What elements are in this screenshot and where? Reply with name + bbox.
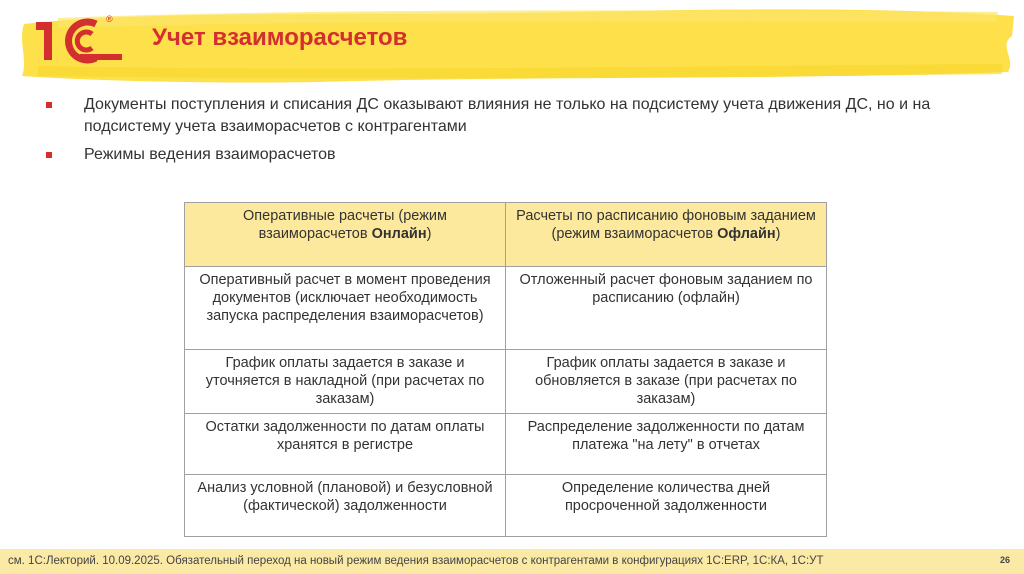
bullet-text: Документы поступления и списания ДС оказывают влияния не только на подсистему учета движения ДС, но и на подсистему учета взаиморасчетов с контрагентами xyxy=(84,96,931,135)
table-cell: Определение количества дней просроченной задолженности xyxy=(506,475,827,537)
registered-mark: ® xyxy=(106,14,113,24)
table-row xyxy=(185,414,827,475)
table-cell: График оплаты задается в заказе и уточняется в накладной (при расчетах по заказам) xyxy=(185,350,506,414)
bullet-square-icon xyxy=(46,152,52,158)
table-cell: Оперативный расчет в момент проведения документов (исключает необходимость запуска распределения взаиморасчетов) xyxy=(185,267,506,350)
table-row xyxy=(185,267,827,350)
header-text: Оперативные расчеты (режим взаиморасчетов xyxy=(243,208,447,242)
mode-online-label: Онлайн xyxy=(371,226,427,242)
page-number: 26 xyxy=(999,555,1010,565)
table-header-row xyxy=(185,203,827,267)
table-cell: График оплаты задается в заказе и обновляется в заказе (при расчетах по заказам) xyxy=(506,350,827,414)
table-cell: Отложенный расчет фоновым заданием по расписанию (офлайн) xyxy=(506,267,827,350)
footer-bar xyxy=(0,549,1024,574)
bullet-list xyxy=(44,94,984,172)
bullet-item xyxy=(44,144,984,166)
header-text: ) xyxy=(426,226,432,242)
header-cell-online xyxy=(185,203,506,267)
table-cell: Анализ условной (плановой) и безусловной (фактической) задолженности xyxy=(185,475,506,537)
table-cell: Распределение задолженности по датам платежа "на лету" в отчетах xyxy=(506,414,827,475)
header-text: ) xyxy=(775,226,781,242)
page-title: Учет взаиморасчетов xyxy=(152,24,408,51)
table-row xyxy=(185,475,827,537)
footer-source-text: см. 1С:Лекторий. 10.09.2025. Обязательный переход на новый режим ведения взаиморасчетов с контрагентами в конфигурациях 1С:ERP, 1С:КА, 1С:УТ xyxy=(8,555,824,567)
table-cell: Остатки задолженности по датам оплаты хранятся в регистре xyxy=(185,414,506,475)
header-text: Расчеты по расписанию фоновым заданием (режим взаиморасчетов xyxy=(516,208,816,242)
settlement-modes-table xyxy=(184,202,827,537)
bullet-item xyxy=(44,94,984,138)
1c-logo-icon xyxy=(22,14,140,64)
mode-offline-label: Офлайн xyxy=(717,226,776,242)
bullet-square-icon xyxy=(46,102,52,108)
header-cell-offline xyxy=(506,203,827,267)
table-row xyxy=(185,350,827,414)
bullet-text: Режимы ведения взаиморасчетов xyxy=(84,146,336,163)
